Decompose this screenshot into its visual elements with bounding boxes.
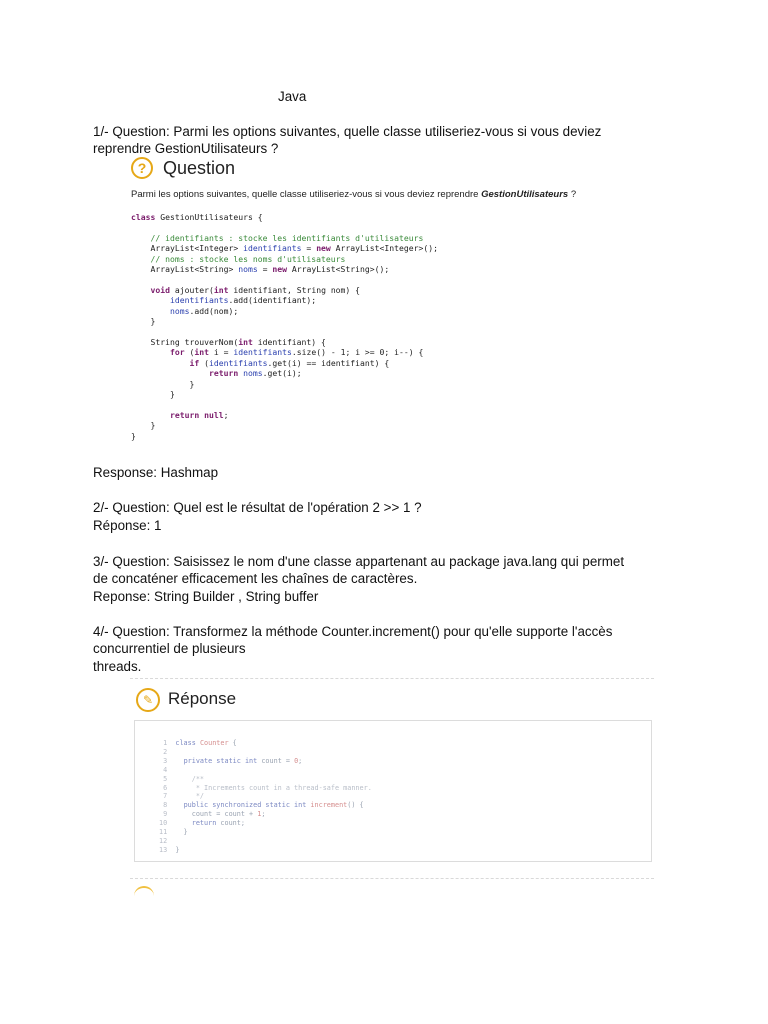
answer-code-box — [134, 720, 652, 862]
q4-line2: concurrentiel de plusieurs — [93, 641, 246, 656]
question-circle-icon: ? — [131, 157, 153, 179]
q1-line1: 1/- Question: Parmi les options suivantes, quelle classe utiliseriez-vous si vous deviez — [93, 124, 602, 139]
q1-line2: reprendre GestionUtilisateurs ? — [93, 141, 279, 156]
pencil-circle-icon: ✎ — [136, 688, 160, 712]
question-heading: Question — [163, 158, 236, 178]
q4-line3: threads. — [93, 659, 142, 674]
q3-answer: Reponse: String Builder , String buffer — [93, 589, 319, 604]
question-prompt: Parmi les options suivantes, quelle classe utiliseriez-vous si vous deviez reprendre GestionUtilisateurs ? — [131, 189, 577, 200]
q2-question: 2/- Question: Quel est le résultat de l'opération 2 >> 1 ? — [93, 500, 422, 515]
q1-response: Response: Hashmap — [93, 465, 219, 480]
divider — [130, 678, 654, 679]
answer-image — [130, 678, 654, 892]
answer-code-snippet: 1 class Counter { 2 3 private static int count = 0; 4 5 /** 6 * Increments count in a thread-safe manner. 7 */ 8 public synchronized static int increment() { 9 count = count + 1; 10 return count; 11 } 12 13 } — [159, 739, 372, 854]
divider — [130, 878, 654, 879]
answer-heading: Réponse — [168, 689, 237, 708]
q2-answer: Réponse: 1 — [93, 518, 162, 533]
q3-line2: de concaténer efficacement les chaînes de caractères. — [93, 571, 418, 586]
next-section-icon — [134, 886, 154, 896]
q4-line1: 4/- Question: Transformez la méthode Counter.increment() pour qu'elle supporte l'accès — [93, 624, 613, 639]
q3-line1: 3/- Question: Saisissez le nom d'une classe appartenant au package java.lang qui permet — [93, 554, 625, 569]
question-image — [128, 154, 648, 449]
document-title: Java — [278, 89, 307, 104]
question-code-snippet: class GestionUtilisateurs { // identifiants : stocke les identifiants d'utilisateurs ArrayList<Integer> identifiants = new ArrayList<Integer>(); // noms : stocke les noms d'utilisateurs ArrayList<String> noms = new ArrayList<String>(); void ajouter(int identifiant, String nom) { identifiants.add(identifiant); noms.add(nom); } String trouverNom(int identifiant) { for (int i = identifiants.size() - 1; i >= 0; i--) { if (identifiants.get(i) == identifiant) { return noms.get(i); } } return null; } } — [131, 212, 439, 441]
